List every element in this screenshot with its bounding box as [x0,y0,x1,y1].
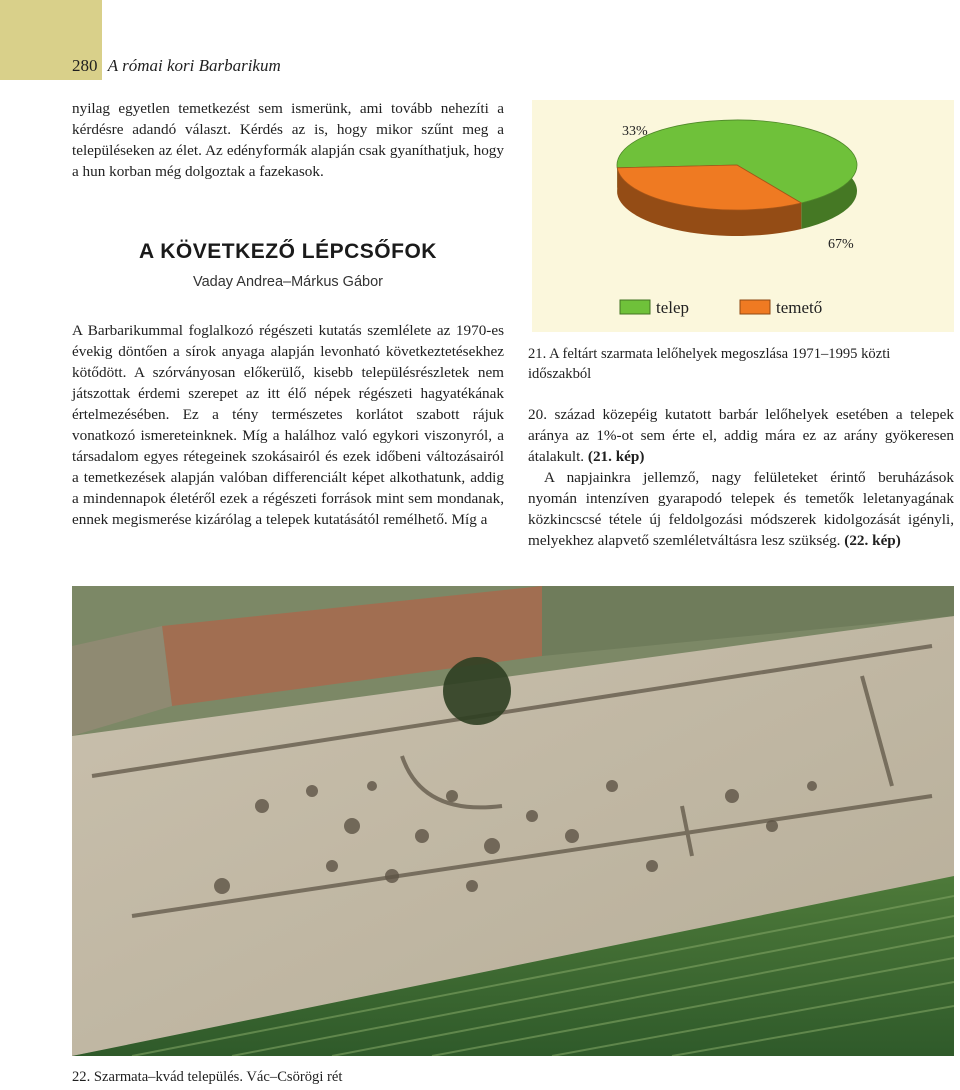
section-authors: Vaday Andrea–Márkus Gábor [193,274,383,290]
pie-data-label-telep: 67% [828,237,854,252]
intro-paragraph: nyilag egyetlen temetkezést sem ismerünk, ami tovább nehezíti a kérdésre adandó választ. Kérdés az is, hogy mikor szűnt meg a településeken az élet. Az edényformák alapján csak gyaníthatjuk, hogy a hun korban még dolgoztak a fazekasok. [72,100,504,180]
aerial-photo [72,586,954,1056]
right-paragraph-2 [528,467,954,551]
chart-caption: 21. A feltárt szarmata lelőhelyek megoszlása 1971–1995 közti időszakból [528,346,891,382]
figure-ref-21[interactable]: (21. kép) [587,448,645,465]
right-column-text [528,404,954,551]
section-title: A KÖVETKEZŐ LÉPCSŐFOK [139,240,437,263]
section-body-paragraph: A Barbarikummal foglalkozó régészeti kutatás szemlélete az 1970-es évekig döntően a sírok anyaga alapján levonható következtetésekhez kötődött. A szórványosan előkerülő, kisebb településrészletek nem játszottak érdemi szerepet az itt élő népek régészeti hagyatékának értelmezésében. Ez a tény természetes korlátot szabott rájuk vonatkozó ismereteinknek. Míg a halálhoz való egykori viszonyról, a társadalom egyes rétegeinek szokásairól és ezek időbeni változásairól a temetkezések alapján valóban differenciált képet alkothatunk, addig a mindennapok életéről ezek a régészeti források mint sem mondanak, ennek megismerése kizárólag a telepek kutatásától remélhető. Míg a [72,322,504,528]
right-paragraph-2-text: A napjainkra jellemző, nagy felületeket érintő beruházások nyomán intenzíven gyarapodó telepek és temetők leletanyagának közkincscsé tétele új feldolgozási módszerek kidolgozását igényli, melyekhez alapvető szemléletváltásra lesz szükség. [528,469,954,549]
legend-swatch-telep [620,300,650,314]
pie-chart-svg [532,100,954,332]
running-head [72,56,281,76]
section-body-block [72,320,504,530]
photo-caption: 22. Szarmata–kvád település. Vác–Csörögi rét [72,1069,343,1085]
aerial-photo-image [72,586,954,1056]
pie-data-label-temető: 33% [622,124,648,139]
legend-swatch-temető [740,300,770,314]
right-paragraph-1 [528,404,954,467]
chart-caption-block [528,344,954,384]
figure-ref-22[interactable]: (22. kép) [844,532,901,549]
page-number: 280 [72,56,98,75]
right-paragraph-1-text: 20. század közepéig kutatott barbár lelőhelyek esetében a telepek aránya az 1%-ot sem érte el, addig mára ez az arány gyökeresen átalakult. [528,406,954,465]
pie-chart-figure [532,100,954,332]
running-title: A római kori Barbarikum [107,56,281,75]
legend-label-temető: temető [776,298,823,317]
intro-block [72,98,504,182]
legend-label-telep: telep [656,298,690,317]
